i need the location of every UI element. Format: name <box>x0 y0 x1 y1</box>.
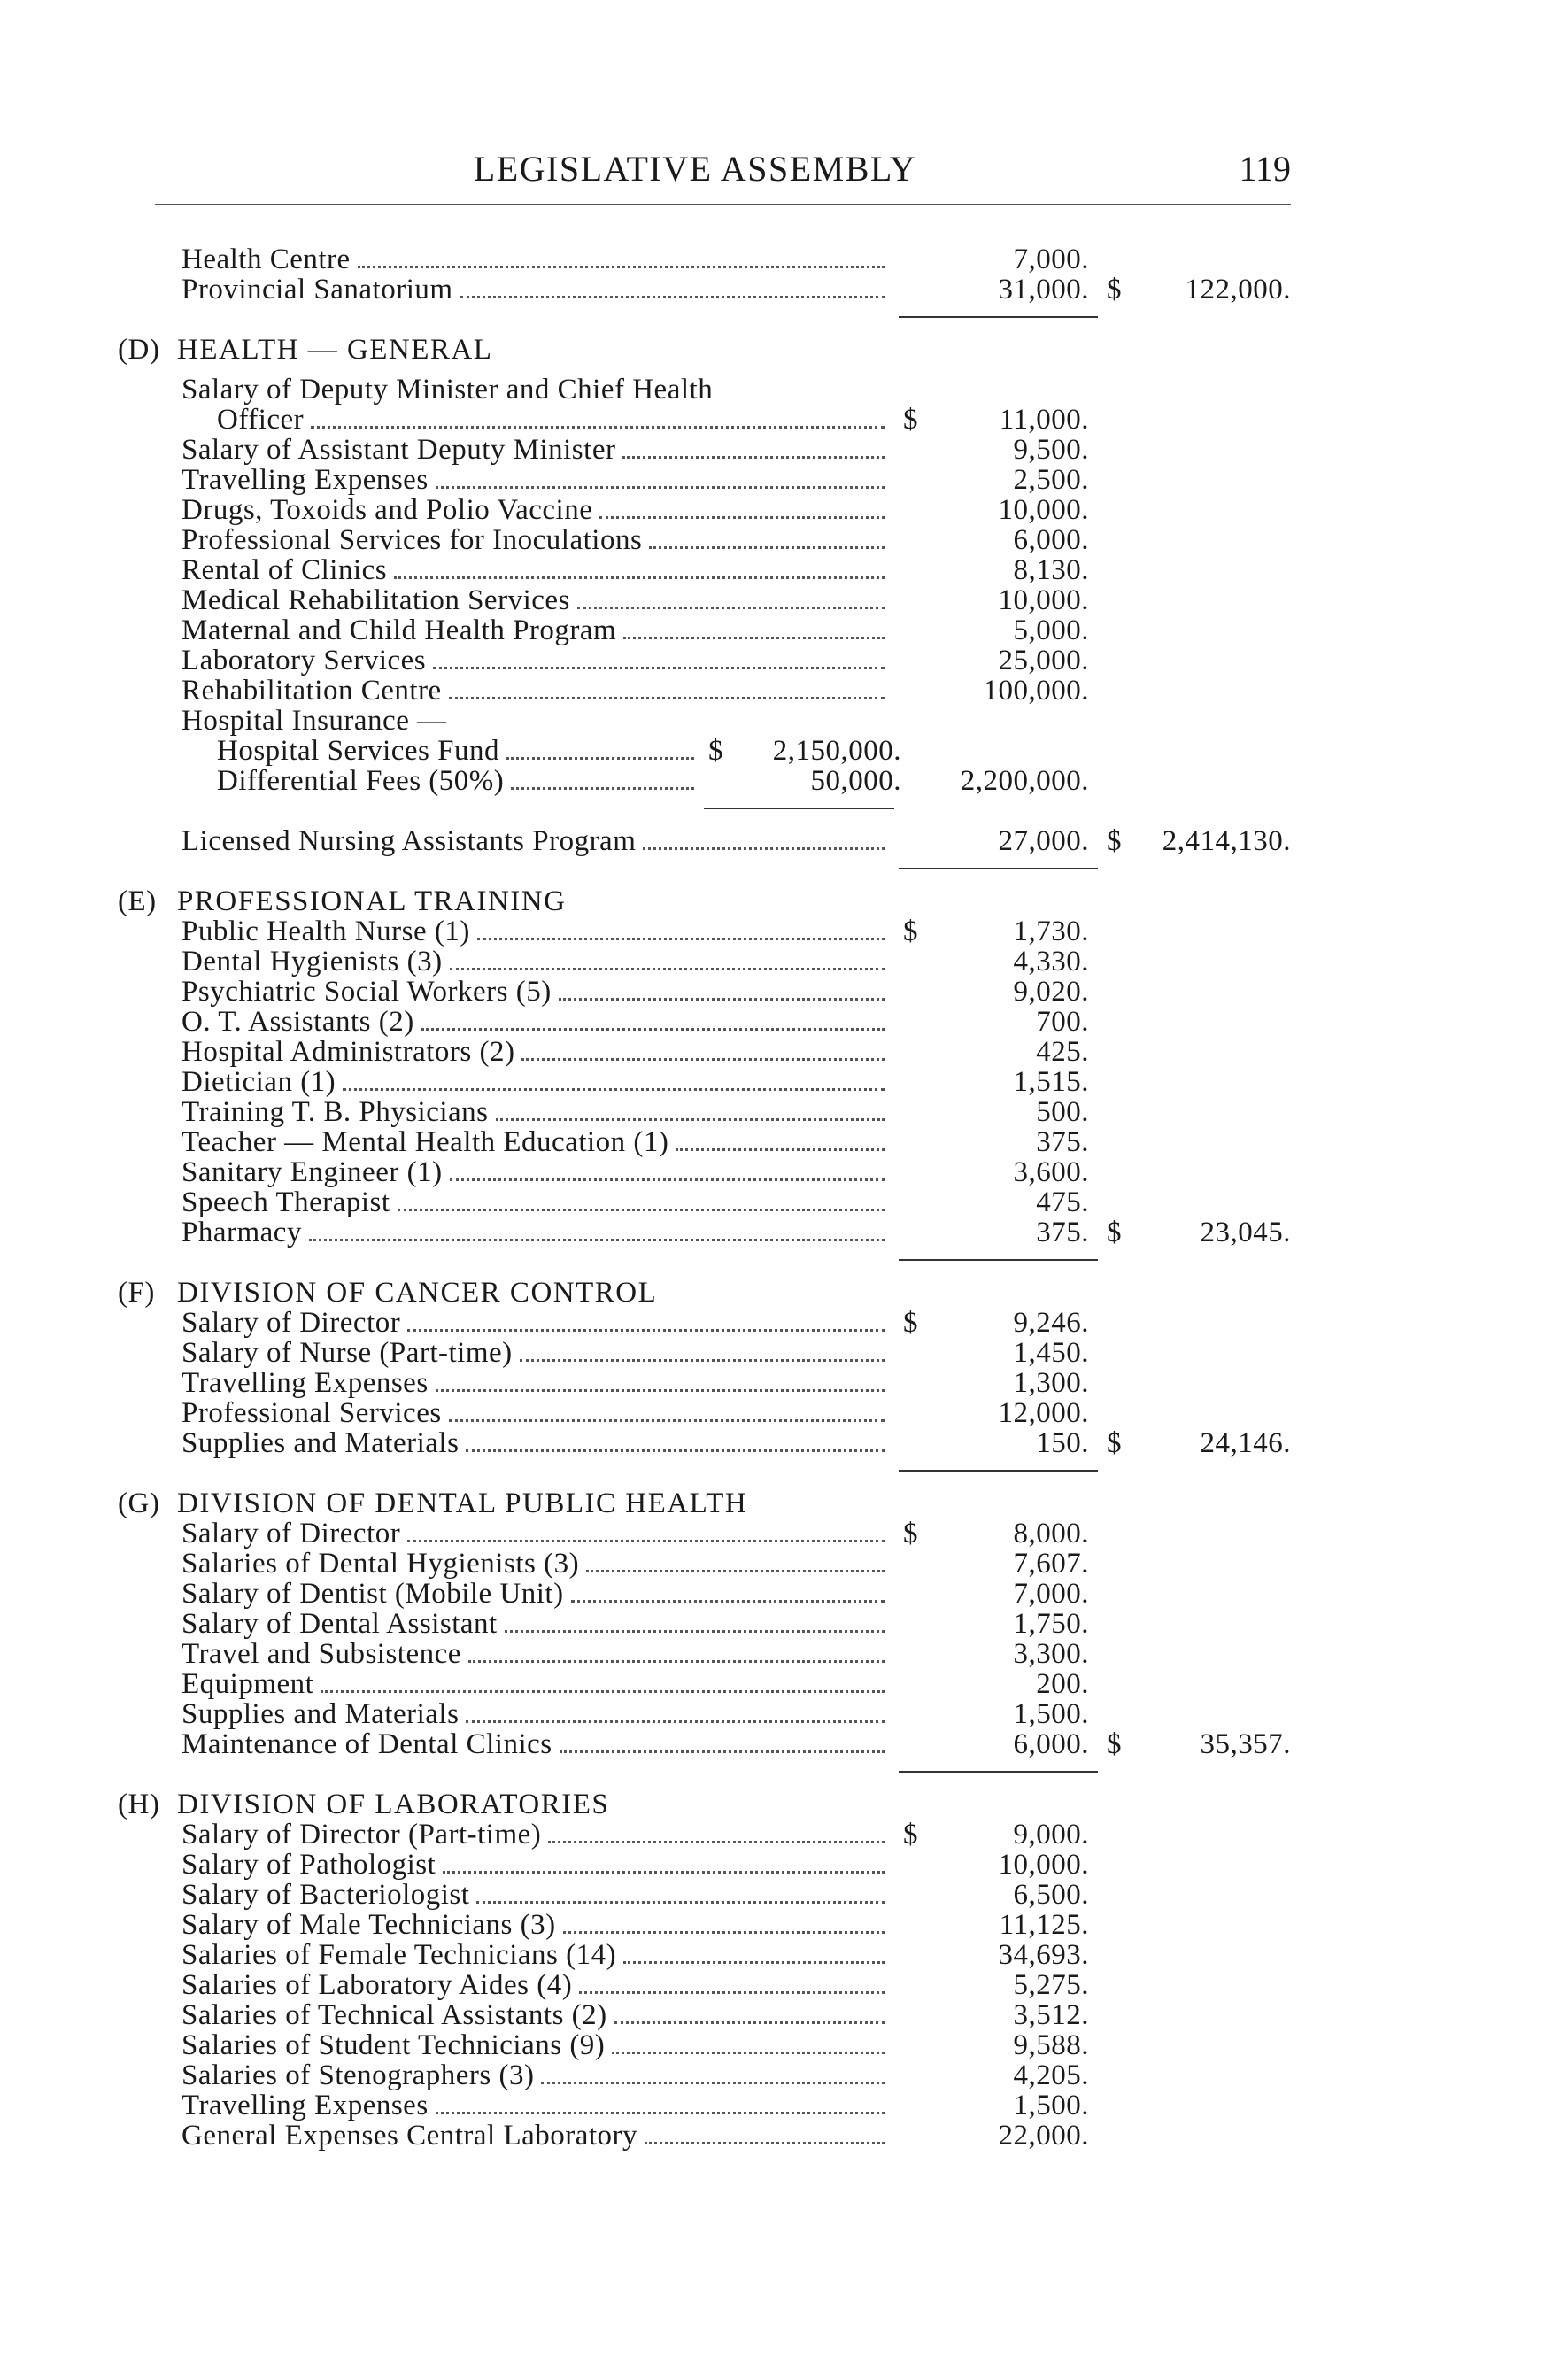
section-total: 122,000. <box>1185 274 1291 305</box>
dot-leader <box>623 1961 885 1964</box>
budget-line <box>0 1127 1545 1157</box>
item-amount: 6,000. <box>1013 524 1089 556</box>
item-amount: 475. <box>1036 1186 1089 1218</box>
section-title: DIVISION OF CANCER CONTROL <box>177 1277 658 1309</box>
item-label: Hospital Services Fund <box>217 736 499 766</box>
budget-line <box>0 2090 1545 2121</box>
item-label: Salary of Assistant Deputy Minister <box>182 435 616 465</box>
dot-leader <box>460 296 885 298</box>
budget-line <box>0 1729 1545 1759</box>
budget-line <box>0 1910 1545 1940</box>
item-amount: 5,000. <box>1013 614 1089 646</box>
item-label: Professional Services <box>182 1398 442 1428</box>
section-letter: (E) <box>118 885 157 917</box>
item-amount: 25,000. <box>998 645 1089 676</box>
dot-leader <box>476 1901 885 1904</box>
budget-line <box>0 1368 1545 1398</box>
total-rule <box>899 1470 1098 1472</box>
budget-line <box>0 1217 1545 1248</box>
dot-leader <box>311 426 885 429</box>
item-label: Salaries of Female Technicians (14) <box>182 1940 617 1970</box>
total-rule <box>899 1259 1098 1261</box>
item-label: Salary of Director <box>182 1308 401 1338</box>
item-label: Travel and Subsistence <box>182 1639 461 1669</box>
item-amount: 100,000. <box>983 675 1089 707</box>
item-currency: $ <box>903 1819 918 1851</box>
dot-leader <box>505 1630 885 1633</box>
item-amount: 50,000. <box>810 765 901 797</box>
dot-leader <box>468 1660 885 1663</box>
item-label: Salaries of Dental Hygienists (3) <box>182 1549 580 1579</box>
item-label: General Expenses Central Laboratory <box>182 2121 638 2151</box>
item-label: Differential Fees (50%) <box>217 766 505 796</box>
budget-line <box>0 1669 1545 1699</box>
item-label: Equipment <box>182 1669 314 1699</box>
item-currency: $ <box>903 1518 918 1549</box>
budget-line <box>0 826 1545 856</box>
subtotal-rule <box>704 808 894 809</box>
dot-leader <box>343 1088 885 1091</box>
dot-leader <box>599 516 885 519</box>
item-amount: 1,750. <box>1013 1608 1089 1640</box>
item-label: Maintenance of Dental Clinics <box>182 1729 552 1759</box>
budget-line <box>0 706 1545 736</box>
budget-line <box>0 615 1545 645</box>
dot-leader <box>541 2082 885 2084</box>
budget-line <box>0 1699 1545 1729</box>
item-amount: 4,205. <box>1013 2059 1089 2091</box>
item-amount: 375. <box>1036 1217 1089 1248</box>
item-currency: $ <box>708 735 723 767</box>
dot-leader <box>506 757 694 760</box>
item-label: Medical Rehabilitation Services <box>182 585 570 615</box>
dot-leader <box>407 1540 885 1542</box>
item-label: Salaries of Student Technicians (9) <box>182 2030 606 2060</box>
section-heading <box>0 1488 1545 1518</box>
item-label: Hospital Insurance — <box>182 705 447 737</box>
item-amount: 10,000. <box>998 1849 1089 1881</box>
budget-line <box>0 1398 1545 1428</box>
dot-leader <box>436 1389 885 1392</box>
item-label: Salaries of Laboratory Aides (4) <box>182 1970 573 2000</box>
budget-line <box>0 1187 1545 1217</box>
dot-leader <box>579 1991 885 1994</box>
item-amount: 2,150,000. <box>772 735 901 767</box>
item-label: Public Health Nurse (1) <box>182 916 470 947</box>
budget-line <box>0 435 1545 465</box>
dot-leader <box>443 1871 885 1874</box>
section-letter: (D) <box>118 334 160 366</box>
section-heading <box>0 886 1545 916</box>
item-amount: 1,500. <box>1013 2090 1089 2121</box>
section-title: DIVISION OF LABORATORIES <box>177 1789 610 1820</box>
subtotal-amount: 2,200,000. <box>960 765 1089 797</box>
item-label: Maternal and Child Health Program <box>182 615 617 645</box>
dot-leader <box>622 456 885 459</box>
budget-line <box>0 1428 1545 1458</box>
item-label: Salary of Pathologist <box>182 1850 436 1880</box>
item-amount: 11,125. <box>999 1909 1089 1941</box>
item-label: Travelling Expenses <box>182 1368 429 1398</box>
budget-line <box>0 1940 1545 1970</box>
budget-line <box>0 1549 1545 1579</box>
budget-line <box>0 2060 1545 2090</box>
section-title: HEALTH — GENERAL <box>177 334 493 366</box>
dot-leader <box>477 938 885 940</box>
section-total: 35,357. <box>1200 1728 1291 1760</box>
dot-leader <box>645 2142 885 2144</box>
item-label: Rehabilitation Centre <box>182 676 442 706</box>
item-label: Rental of Clinics <box>182 555 388 585</box>
item-label: Officer <box>217 405 305 435</box>
dot-leader <box>548 1841 885 1843</box>
item-currency: $ <box>903 1307 918 1339</box>
budget-line <box>0 1338 1545 1368</box>
budget-line <box>0 525 1545 555</box>
item-amount: 1,300. <box>1013 1367 1089 1399</box>
total-currency: $ <box>1107 1728 1122 1760</box>
total-currency: $ <box>1107 1427 1122 1459</box>
dot-leader <box>436 2112 885 2114</box>
item-label: O. T. Assistants (2) <box>182 1007 414 1037</box>
item-amount: 12,000. <box>998 1397 1089 1429</box>
item-amount: 22,000. <box>998 2120 1089 2152</box>
budget-line <box>0 645 1545 676</box>
dot-leader <box>521 1058 885 1061</box>
item-label: Salary of Male Technicians (3) <box>182 1910 556 1940</box>
item-label: Salary of Deputy Minister and Chief Health <box>182 374 714 406</box>
dot-leader <box>450 968 885 970</box>
dot-leader <box>449 1419 885 1422</box>
budget-line <box>0 1518 1545 1549</box>
dot-leader <box>676 1148 885 1151</box>
dot-leader <box>321 1690 885 1693</box>
item-label: Teacher — Mental Health Education (1) <box>182 1127 669 1157</box>
dot-leader <box>407 1329 885 1332</box>
budget-line <box>0 244 1545 274</box>
dot-leader <box>496 1118 885 1121</box>
section-heading <box>0 1789 1545 1820</box>
item-amount: 6,000. <box>1013 1728 1089 1760</box>
header-rule <box>155 204 1291 205</box>
total-currency: $ <box>1107 825 1122 857</box>
dot-leader <box>421 1028 885 1031</box>
item-amount: 31,000. <box>998 274 1089 305</box>
item-label: Psychiatric Social Workers (5) <box>182 977 552 1007</box>
budget-line <box>0 1097 1545 1127</box>
budget-line <box>0 2121 1545 2151</box>
item-amount: 11,000. <box>999 404 1089 436</box>
dot-leader <box>358 266 885 268</box>
item-label: Supplies and Materials <box>182 1699 460 1729</box>
page-number: 119 <box>1239 149 1291 189</box>
item-label: Salaries of Stenographers (3) <box>182 2060 535 2090</box>
budget-line <box>0 1880 1545 1910</box>
budget-line <box>0 2030 1545 2060</box>
budget-line <box>0 1850 1545 1880</box>
dot-leader <box>520 1359 885 1362</box>
item-label: Training T. B. Physicians <box>182 1097 489 1127</box>
item-amount: 3,512. <box>1013 1999 1089 2031</box>
item-amount: 9,020. <box>1013 976 1089 1008</box>
budget-line <box>0 1007 1545 1037</box>
item-amount: 7,607. <box>1013 1548 1089 1580</box>
dot-leader <box>559 998 885 1001</box>
budget-line <box>0 555 1545 585</box>
budget-line <box>0 916 1545 947</box>
dot-leader <box>586 1570 885 1572</box>
item-amount: 4,330. <box>1013 946 1089 978</box>
item-label: Salary of Bacteriologist <box>182 1880 470 1910</box>
item-label: Salary of Director (Part-time) <box>182 1820 542 1850</box>
budget-line <box>0 1067 1545 1097</box>
total-rule <box>899 1771 1098 1773</box>
item-amount: 150. <box>1036 1427 1089 1459</box>
item-label: Salaries of Technical Assistants (2) <box>182 2000 607 2030</box>
dot-leader <box>394 576 885 579</box>
budget-line <box>0 1579 1545 1609</box>
section-title: PROFESSIONAL TRAINING <box>177 885 567 917</box>
item-label: Health Centre <box>182 244 351 274</box>
item-label: Dietician (1) <box>182 1067 336 1097</box>
item-amount: 3,300. <box>1013 1638 1089 1670</box>
section-total: 23,045. <box>1200 1217 1291 1248</box>
item-amount: 9,588. <box>1013 2029 1089 2061</box>
budget-line <box>0 1639 1545 1669</box>
dot-leader <box>466 1720 885 1723</box>
item-label: Salary of Director <box>182 1518 401 1549</box>
item-amount: 6,500. <box>1013 1879 1089 1911</box>
item-label: Travelling Expenses <box>182 2090 429 2121</box>
item-amount: 9,500. <box>1013 434 1089 466</box>
budget-line <box>0 585 1545 615</box>
item-label: Provincial Sanatorium <box>182 274 453 305</box>
item-amount: 200. <box>1036 1668 1089 1700</box>
budget-line <box>0 1308 1545 1338</box>
dot-leader <box>612 2052 885 2054</box>
item-label: Travelling Expenses <box>182 465 429 495</box>
dot-leader <box>649 546 885 549</box>
item-amount: 425. <box>1036 1036 1089 1068</box>
item-amount: 500. <box>1036 1096 1089 1128</box>
budget-line <box>0 375 1545 405</box>
budget-line <box>0 947 1545 977</box>
item-label: Speech Therapist <box>182 1187 390 1217</box>
dot-leader <box>450 1178 885 1181</box>
item-amount: 1,500. <box>1013 1698 1089 1730</box>
section-heading <box>0 1278 1545 1308</box>
item-amount: 2,500. <box>1013 464 1089 496</box>
section-letter: (H) <box>118 1789 160 1820</box>
budget-line <box>0 1037 1545 1067</box>
item-amount: 7,000. <box>1013 1578 1089 1610</box>
item-label: Supplies and Materials <box>182 1428 460 1458</box>
budget-line <box>0 977 1545 1007</box>
budget-line <box>0 2000 1545 2030</box>
budget-line <box>0 274 1545 305</box>
item-amount: 3,600. <box>1013 1156 1089 1188</box>
item-amount: 34,693. <box>998 1939 1089 1971</box>
budget-line <box>0 1157 1545 1187</box>
total-rule <box>899 868 1098 869</box>
item-amount: 9,246. <box>1013 1307 1089 1339</box>
item-currency: $ <box>903 916 918 947</box>
item-amount: 7,000. <box>1013 243 1089 275</box>
section-letter: (G) <box>118 1488 160 1519</box>
section-heading <box>0 335 1545 365</box>
item-amount: 1,730. <box>1013 916 1089 947</box>
item-label: Drugs, Toxoids and Polio Vaccine <box>182 495 593 525</box>
budget-subline <box>0 736 1545 766</box>
dot-leader <box>436 486 885 489</box>
item-label: Salary of Dentist (Mobile Unit) <box>182 1579 564 1609</box>
item-label: Licensed Nursing Assistants Program <box>182 826 637 856</box>
budget-line <box>0 405 1545 435</box>
budget-line <box>0 1820 1545 1850</box>
dot-leader <box>643 847 885 850</box>
item-amount: 9,000. <box>1013 1819 1089 1851</box>
section-letter: (F) <box>118 1277 155 1309</box>
item-amount: 1,450. <box>1013 1337 1089 1369</box>
item-amount: 10,000. <box>998 494 1089 526</box>
dot-leader <box>614 2021 885 2024</box>
dot-leader <box>449 697 885 699</box>
item-amount: 1,515. <box>1013 1066 1089 1098</box>
item-amount: 375. <box>1036 1126 1089 1158</box>
dot-leader <box>309 1239 885 1241</box>
item-currency: $ <box>903 404 918 436</box>
section-title: DIVISION OF DENTAL PUBLIC HEALTH <box>177 1488 748 1519</box>
item-label: Pharmacy <box>182 1217 302 1248</box>
item-label: Sanitary Engineer (1) <box>182 1157 443 1187</box>
item-label: Salary of Dental Assistant <box>182 1609 498 1639</box>
budget-line <box>0 465 1545 495</box>
section-total: 2,414,130. <box>1162 825 1291 857</box>
budget-line <box>0 1609 1545 1639</box>
section-total: 24,146. <box>1200 1427 1291 1459</box>
item-amount: 10,000. <box>998 584 1089 616</box>
dot-leader <box>433 667 885 669</box>
item-amount: 8,000. <box>1013 1518 1089 1549</box>
total-rule <box>899 316 1098 318</box>
budget-subline <box>0 766 1545 796</box>
item-amount: 8,130. <box>1013 554 1089 586</box>
dot-leader <box>466 1449 885 1452</box>
item-label: Hospital Administrators (2) <box>182 1037 515 1067</box>
budget-line <box>0 1970 1545 2000</box>
budget-line <box>0 676 1545 706</box>
item-label: Laboratory Services <box>182 645 427 676</box>
item-label: Salary of Nurse (Part-time) <box>182 1338 513 1368</box>
dot-leader <box>577 607 885 609</box>
total-currency: $ <box>1107 274 1122 305</box>
dot-leader <box>571 1600 885 1603</box>
item-label: Professional Services for Inoculations <box>182 525 643 555</box>
item-amount: 5,275. <box>1013 1969 1089 2001</box>
item-amount: 27,000. <box>998 825 1089 857</box>
dot-leader <box>398 1209 885 1211</box>
page-header-title: LEGISLATIVE ASSEMBLY <box>473 149 917 189</box>
dot-leader <box>623 637 885 639</box>
item-label: Dental Hygienists (3) <box>182 947 443 977</box>
dot-leader <box>511 787 694 790</box>
total-currency: $ <box>1107 1217 1122 1248</box>
budget-line <box>0 495 1545 525</box>
item-amount: 700. <box>1036 1006 1089 1038</box>
dot-leader <box>563 1931 885 1934</box>
dot-leader <box>560 1750 885 1753</box>
